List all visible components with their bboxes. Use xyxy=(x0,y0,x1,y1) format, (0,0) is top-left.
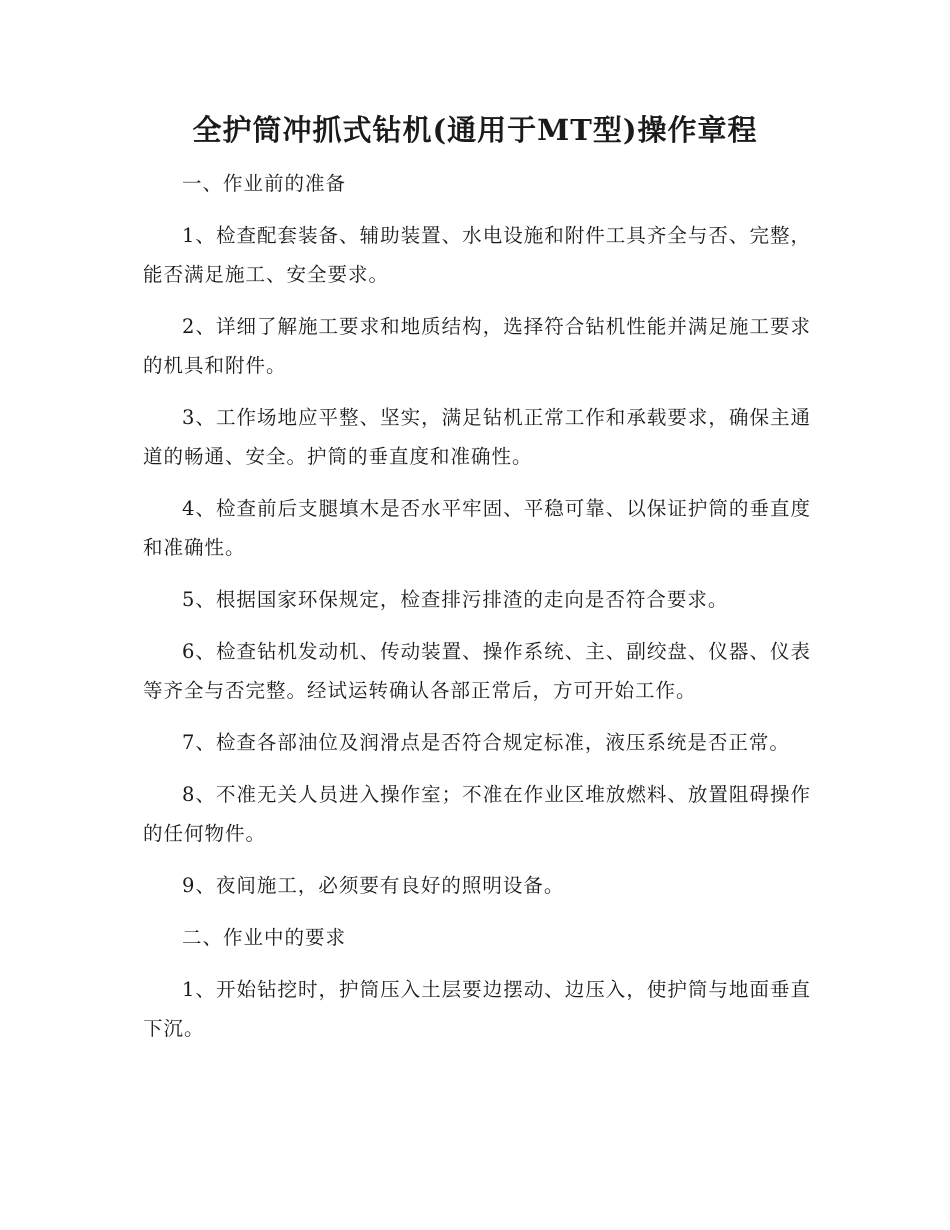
paragraph-1-9: 9、夜间施工，必须要有良好的照明设备。 xyxy=(182,874,565,897)
paragraph-1-4: 4、检查前后支腿填木是否水平牢固、平稳可靠、以保证护筒的垂直度和准确性。 xyxy=(143,497,811,559)
paragraph-1-2: 2、详细了解施工要求和地质结构，选择符合钻机性能并满足施工要求的机具和附件。 xyxy=(143,315,811,377)
paragraph-1-5: 5、根据国家环保规定，检查排污排渣的走向是否符合要求。 xyxy=(182,588,729,611)
section-heading-2: 二、作业中的要求 xyxy=(182,926,347,949)
paragraph-1-8: 8、不准无关人员进入操作室；不准在作业区堆放燃料、放置阻碍操作的任何物件。 xyxy=(143,783,811,845)
paragraph-1-7: 7、检查各部油位及润滑点是否符合规定标准，液压系统是否正常。 xyxy=(182,731,790,754)
paragraph-1-6: 6、检查钻机发动机、传动装置、操作系统、主、副绞盘、仪器、仪表等齐全与否完整。经试运转确认各部正常后，方可开始工作。 xyxy=(143,640,811,702)
paragraph-2-1: 1、开始钻挖时，护筒压入土层要边摆动、边压入，使护筒与地面垂直下沉。 xyxy=(143,978,811,1040)
document-title: 全护筒冲抓式钻机(通用于MT型)操作章程 xyxy=(192,113,758,147)
document-body xyxy=(143,164,811,1048)
section-heading-1: 一、作业前的准备 xyxy=(182,172,347,195)
paragraph-1-1: 1、检查配套装备、辅助装置、水电设施和附件工具齐全与否、完整，能否满足施工、安全要求。 xyxy=(143,224,811,286)
paragraph-1-3: 3、工作场地应平整、坚实，满足钻机正常工作和承载要求，确保主通道的畅通、安全。护筒的垂直度和准确性。 xyxy=(143,406,811,468)
